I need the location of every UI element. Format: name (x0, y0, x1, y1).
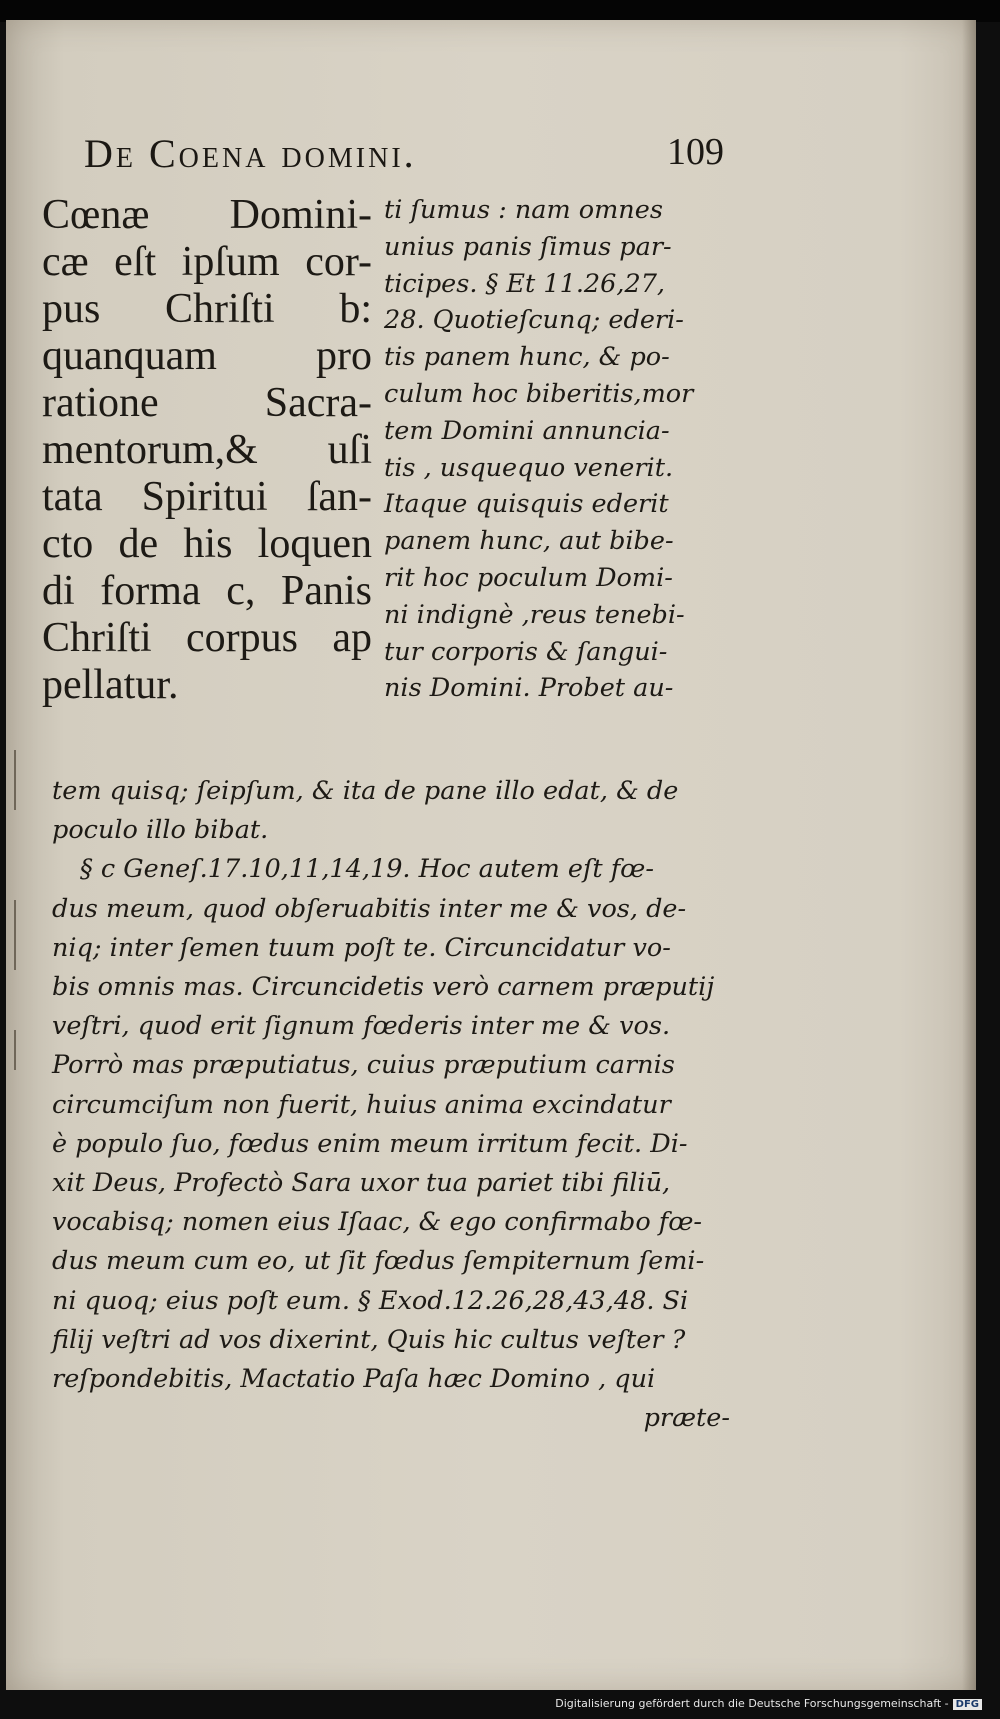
margin-binding-mark (14, 1030, 16, 1070)
text-line: ratione Sacra- (42, 380, 372, 426)
left-column-text (42, 192, 372, 709)
text-line: tis panem hunc, & po- (384, 342, 670, 373)
text-line: circumciſum non fuerit, huius anima excindatur (52, 1089, 671, 1120)
text-line: xit Deus, Profectò Sara uxor tua pariet tibi filiū, (52, 1168, 671, 1199)
text-line: cto de his loquen (42, 521, 372, 567)
text-line: veſtri, quod erit ſignum fœderis inter me & vos. (52, 1011, 671, 1042)
text-line: tem Domini annuncia- (384, 415, 670, 446)
funding-credit-text: Digitalisierung gefördert durch die Deutsche Forschungsgemeinschaft - (555, 1697, 949, 1710)
text-line: tata Spiritui ſan- (42, 474, 372, 520)
text-line: ni quoq; eius poſt eum. § Exod.12.26,28,43,48. Si (52, 1285, 689, 1316)
text-line: ticipes. § Et 11.26,27, (384, 268, 666, 299)
scan-top-border (0, 0, 1000, 22)
text-line: Chriſti corpus ap (42, 615, 372, 661)
text-line: poculo illo bibat. (52, 815, 269, 846)
catchword: præte- (643, 1403, 730, 1434)
text-line: panem hunc, aut bibe- (384, 526, 674, 557)
text-line: nis Domini. Probet au- (384, 673, 674, 704)
text-line: mentorum,& uſi (42, 427, 372, 473)
text-line: ti ſumus : nam omnes (384, 195, 663, 225)
running-head: De Coena domini. (84, 131, 417, 176)
book-page (6, 20, 976, 1690)
text-line: cæ eſt ipſum cor- (42, 239, 372, 285)
text-line: pellatur. (42, 662, 179, 708)
page-number: 109 (667, 131, 724, 173)
dfg-logo-icon: DFG (953, 1699, 982, 1710)
text-line: tis , usquequo venerit. (384, 452, 674, 483)
page-header (84, 130, 724, 180)
text-line: ni indignè ,reus tenebi- (384, 599, 685, 630)
text-line: dus meum cum eo, ut ſit fœdus ſempiternum ſemi- (52, 1246, 705, 1277)
text-line: Cœnæ Domini- (42, 192, 372, 238)
page-edge-shadow (962, 20, 976, 1690)
text-line: unius panis ſimus par- (384, 231, 672, 262)
text-line: quanquam pro (42, 333, 372, 379)
text-line: 28. Quotieſcunq; ederi- (384, 305, 684, 336)
text-line: filij veſtri ad vos dixerint, Quis hic cultus veſter ? (52, 1324, 686, 1355)
text-line: di forma c, Panis (42, 568, 372, 614)
text-line: Itaque quisquis ederit (384, 489, 669, 520)
body-text (52, 772, 732, 1438)
text-line: è populo ſuo, fœdus enim meum irritum fecit. Di- (52, 1128, 688, 1159)
text-line: culum hoc biberitis,mor (384, 378, 694, 409)
text-line: reſpondebitis, Mactatio Paſa hæc Domino , qui (52, 1364, 656, 1395)
text-line: Porrò mas præputiatus, cuius præputium carnis (52, 1050, 675, 1081)
text-line: bis omnis mas. Circuncidetis verò carnem præputij (52, 972, 715, 1003)
right-column-text (384, 192, 724, 707)
text-line: rit hoc poculum Domi- (384, 562, 673, 593)
margin-binding-mark (14, 900, 16, 970)
text-line: pus Chriſti b: (42, 286, 372, 332)
text-line: tem quisq; ſeipſum, & ita de pane illo edat, & de (52, 776, 679, 806)
text-line: tur corporis & ſangui- (384, 636, 668, 667)
text-line: § c Geneſ.17.10,11,14,19. Hoc autem eſt fœ- (80, 854, 655, 885)
text-line: dus meum, quod obſeruabitis inter me & vos, de- (52, 893, 687, 924)
funding-credit (555, 1697, 982, 1710)
text-line: vocabisq; nomen eius Iſaac, & ego confirmabo fœ- (52, 1207, 703, 1238)
margin-binding-mark (14, 750, 16, 810)
text-line: niq; inter ſemen tuum poſt te. Circuncidatur vo- (52, 932, 671, 963)
